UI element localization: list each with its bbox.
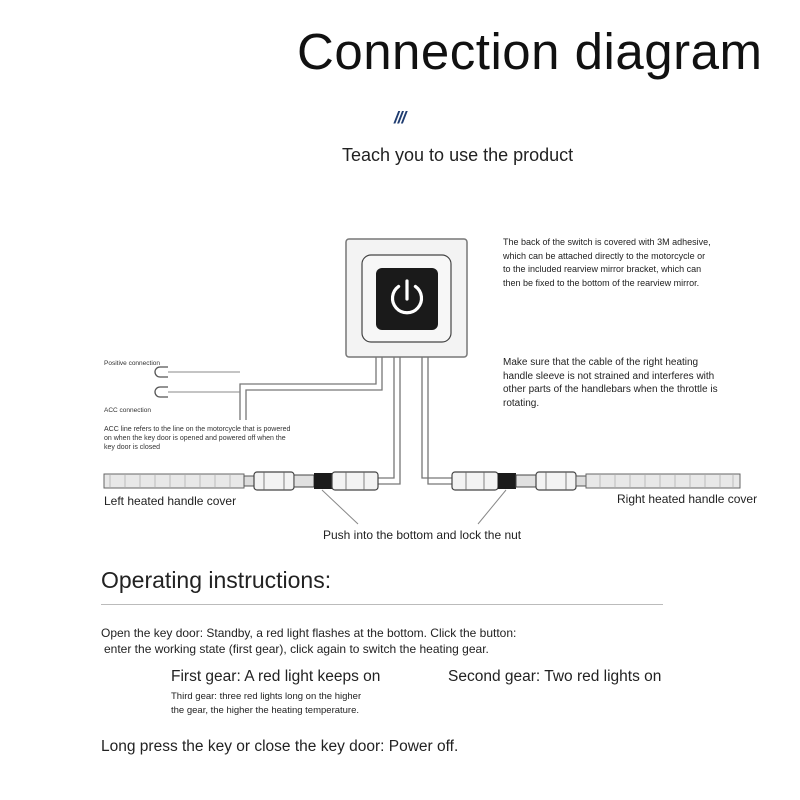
right-connector [452,472,586,490]
third-gear-text: Third gear: three red lights long on the higher the gear, the higher the heating temperature. [171,691,362,716]
page-title: Connection diagram [297,23,763,80]
first-gear-text: First gear: A red light keeps on [171,668,381,685]
note-switch-back: The back of the switch is covered with 3M adhesive, which can be attached directly to the motorcycle or to the included rearview mirror bracket, which can then be fixed to the bottom of the rearview mirror. [503,237,711,288]
power-icon[interactable] [376,268,438,330]
label-left-handle: Left heated handle cover [104,494,237,508]
fork-terminal-icon [155,367,168,397]
heading-divider [101,604,663,605]
instruction-line-1: Open the key door: Standby, a red light flashes at the bottom. Click the button: [101,626,517,640]
label-acc-description: ACC line refers to the line on the motorcycle that is powered on when the key door is opened and powered off when the key door is closed [104,426,291,451]
terminal-leads [168,372,240,392]
label-positive-connection: Positive connection [104,360,161,367]
switch-panel [346,239,467,357]
instruction-line-2: enter the working state (first gear), click again to switch the heating gear. [104,642,489,656]
label-acc-connection: ACC connection [104,407,151,414]
push-callout-lines [322,490,506,524]
second-gear-text: Second gear: Two red lights on [448,668,662,685]
switch-wires [240,357,452,484]
slashes-decoration: /// [394,108,406,127]
left-connector [244,472,378,490]
left-handle-grip [104,474,244,488]
right-handle-grip [586,474,740,488]
power-off-text: Long press the key or close the key door: Power off. [101,738,459,755]
label-push-lock: Push into the bottom and lock the nut [323,528,522,542]
page-subtitle: Teach you to use the product [342,145,574,165]
note-right-cable: Make sure that the cable of the right heating handle sleeve is not strained and interferes with other parts of the handlebars when the throttle is rotating. [503,357,718,409]
operating-heading: Operating instructions: [101,567,332,593]
label-right-handle: Right heated handle cover [617,492,758,506]
